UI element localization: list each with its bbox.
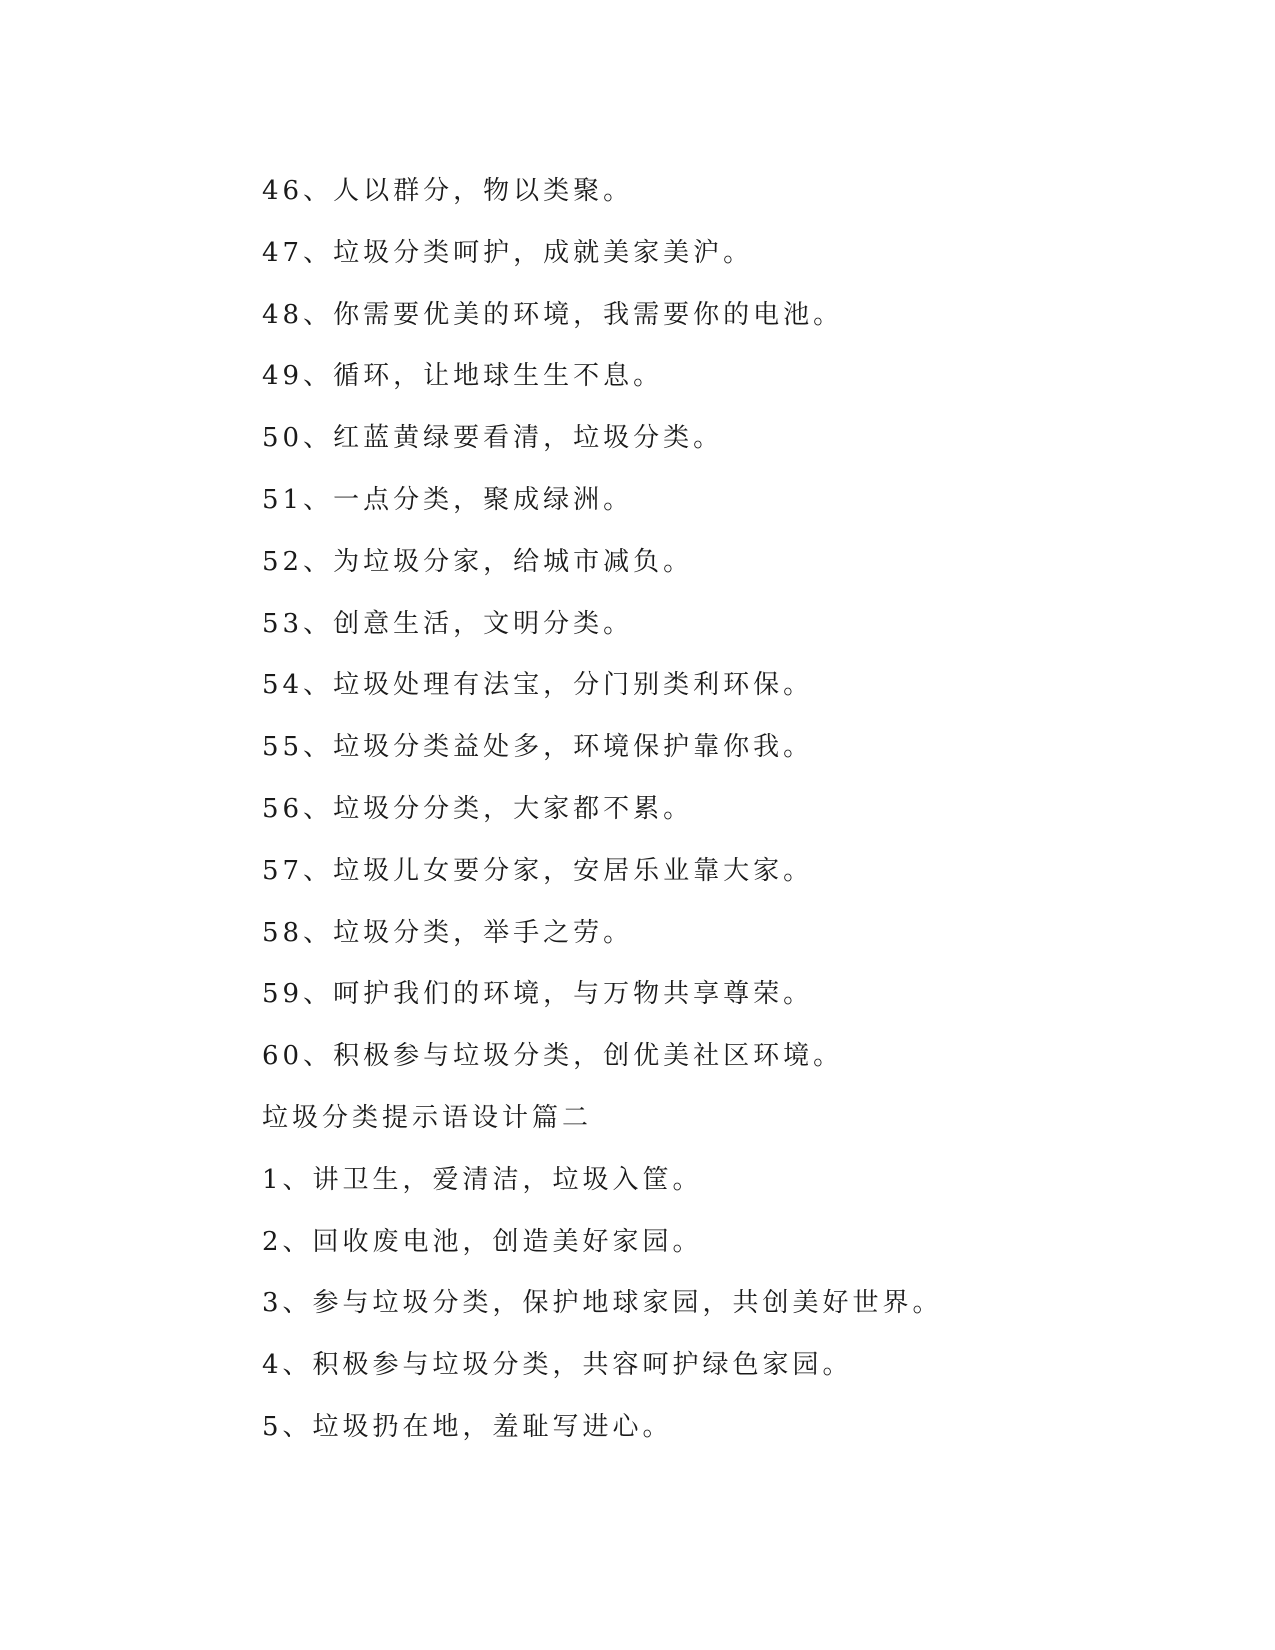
section-heading: 垃圾分类提示语设计篇二 — [262, 1102, 593, 1133]
slogan-line: 57、垃圾儿女要分家，安居乐业靠大家。 — [262, 855, 814, 886]
slogan-line: 56、垃圾分分类，大家都不累。 — [262, 793, 694, 824]
document-body — [262, 165, 1162, 1463]
slogan-line: 48、你需要优美的环境，我需要你的电池。 — [262, 299, 844, 330]
slogan-line: 47、垃圾分类呵护，成就美家美沪。 — [262, 237, 754, 268]
slogan-line: 59、呵护我们的环境，与万物共享尊荣。 — [262, 979, 814, 1010]
slogan-line: 58、垃圾分类，举手之劳。 — [262, 917, 634, 948]
slogan-line: 4、积极参与垃圾分类，共容呵护绿色家园。 — [262, 1350, 853, 1381]
slogan-line: 54、垃圾处理有法宝，分门别类利环保。 — [262, 670, 814, 701]
slogan-line: 51、一点分类，聚成绿洲。 — [262, 484, 634, 515]
slogan-line: 55、垃圾分类益处多，环境保护靠你我。 — [262, 732, 814, 763]
slogan-line: 46、人以群分，物以类聚。 — [262, 176, 634, 206]
slogan-line: 1、讲卫生，爱清洁，垃圾入筐。 — [262, 1164, 703, 1195]
slogan-line: 60、积极参与垃圾分类，创优美社区环境。 — [262, 1041, 844, 1072]
slogan-line: 3、参与垃圾分类，保护地球家园，共创美好世界。 — [262, 1288, 943, 1319]
slogan-line: 2、回收废电池，创造美好家园。 — [262, 1226, 703, 1257]
slogan-line: 5、垃圾扔在地，羞耻写进心。 — [262, 1411, 673, 1442]
slogan-line: 49、循环，让地球生生不息。 — [262, 361, 664, 392]
slogan-line: 50、红蓝黄绿要看清，垃圾分类。 — [262, 423, 724, 454]
slogan-line: 52、为垃圾分家，给城市减负。 — [262, 546, 694, 577]
slogan-line: 53、创意生活，文明分类。 — [262, 608, 634, 639]
